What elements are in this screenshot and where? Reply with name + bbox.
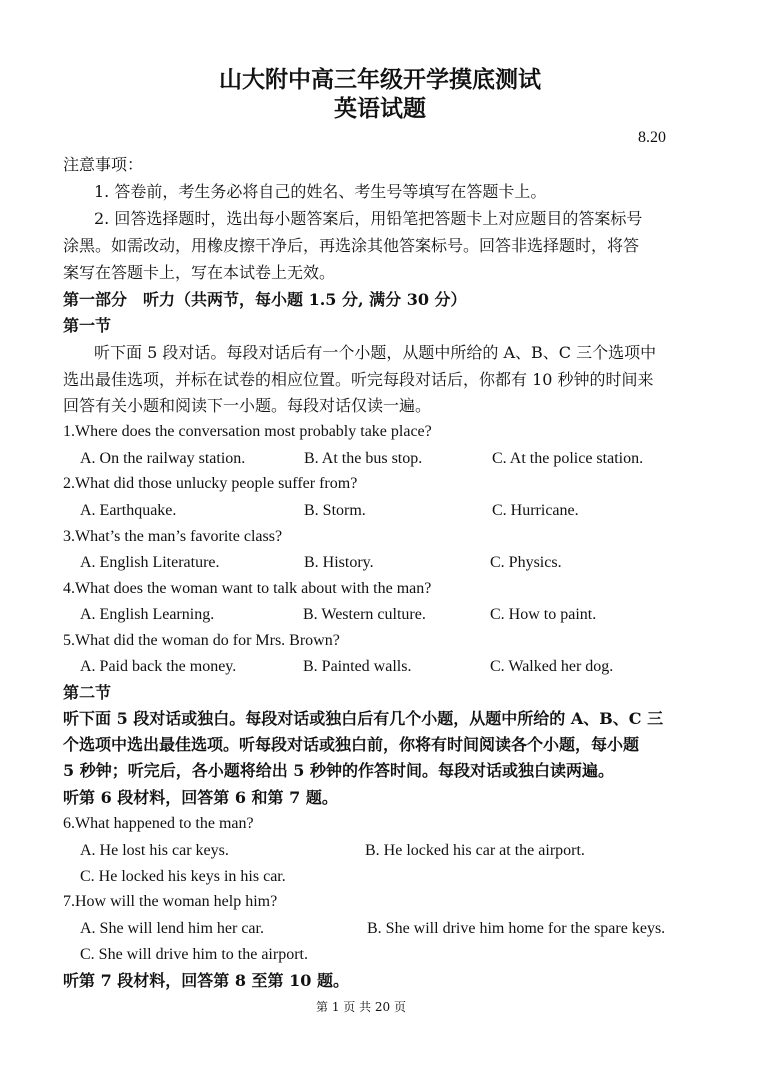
section2-instruction-2: 个选项中选出最佳选项。听每段对话或独白前，你将有时间阅读各个小题，每小题 <box>63 735 640 754</box>
material-6-heading: 听第 6 段材料，回答第 6 和第 7 题。 <box>63 788 338 807</box>
question-7: 7.How will the woman help him? <box>63 893 278 910</box>
section1-instruction-2: 选出最佳选项，并标在试卷的相应位置。听完每段对话后，你都有 10 秒钟的时间来 <box>63 370 654 389</box>
section2-heading: 第二节 <box>63 683 112 702</box>
exam-subtitle: 英语试题 <box>334 95 426 122</box>
question-3-option-a: A. English Literature. <box>80 554 220 571</box>
question-2-option-a: A. Earthquake. <box>80 502 177 519</box>
material-7-heading: 听第 7 段材料，回答第 8 至第 10 题。 <box>63 971 349 990</box>
note-item-1: 1. 答卷前，考生务必将自己的姓名、考生号等填写在答题卡上。 <box>94 182 547 201</box>
question-1-option-a: A. On the railway station. <box>80 450 246 467</box>
question-7-option-b: B. She will drive him home for the spare keys. <box>367 920 666 937</box>
section1-heading: 第一节 <box>63 316 112 335</box>
question-4-option-b: B. Western culture. <box>303 606 426 623</box>
exam-title: 山大附中高三年级开学摸底测试 <box>219 66 541 93</box>
page-number: 第 1 页 共 20 页 <box>316 1000 406 1014</box>
section2-instruction-1: 听下面 5 段对话或独白。每段对话或独白后有几个小题，从题中所给的 A、B、C 三 <box>63 709 664 728</box>
question-1-option-b: B. At the bus stop. <box>304 450 423 467</box>
question-6: 6.What happened to the man? <box>63 815 254 832</box>
question-4-option-c: C. How to paint. <box>490 606 597 623</box>
question-6-option-b: B. He locked his car at the airport. <box>365 842 585 859</box>
question-1-option-c: C. At the police station. <box>492 450 644 467</box>
question-2: 2.What did those unlucky people suffer from? <box>63 475 358 492</box>
question-6-option-a: A. He lost his car keys. <box>80 842 229 859</box>
section2-instruction-3: 5 秒钟；听完后，各小题将给出 5 秒钟的作答时间。每段对话或独白读两遍。 <box>63 761 614 780</box>
question-5-option-a: A. Paid back the money. <box>80 658 237 675</box>
question-6-option-c: C. He locked his keys in his car. <box>80 868 286 885</box>
question-3-option-b: B. History. <box>304 554 374 571</box>
section1-instruction-1: 听下面 5 段对话。每段对话后有一个小题，从题中所给的 A、B、C 三个选项中 <box>94 343 657 362</box>
question-5-option-b: B. Painted walls. <box>303 658 412 675</box>
question-2-option-b: B. Storm. <box>304 502 366 519</box>
question-3: 3.What’s the man’s favorite class? <box>63 528 283 545</box>
question-7-option-a: A. She will lend him her car. <box>80 920 264 937</box>
question-4: 4.What does the woman want to talk about with the man? <box>63 580 432 597</box>
section1-instruction-3: 回答有关小题和阅读下一小题。每段对话仅读一遍。 <box>63 396 432 415</box>
exam-date: 8.20 <box>638 129 666 146</box>
note-item-2-line-3: 案写在答题卡上，写在本试卷上无效。 <box>63 263 336 282</box>
question-7-option-c: C. She will drive him to the airport. <box>80 946 308 963</box>
note-item-2-line-2: 涂黑。如需改动，用橡皮擦干净后，再选涂其他答案标号。回答非选择题时，将答 <box>63 236 640 255</box>
note-item-2-line-1: 2. 回答选择题时，选出每小题答案后，用铅笔把答题卡上对应题目的答案标号 <box>94 209 643 228</box>
question-4-option-a: A. English Learning. <box>80 606 215 623</box>
question-5: 5.What did the woman do for Mrs. Brown? <box>63 632 340 649</box>
question-2-option-c: C. Hurricane. <box>492 502 579 519</box>
question-1: 1.Where does the conversation most probably take place? <box>63 423 432 440</box>
notes-heading: 注意事项： <box>63 155 144 174</box>
part1-heading: 第一部分 听力（共两节，每小题 1.5 分, 满分 30 分） <box>63 290 467 309</box>
question-3-option-c: C. Physics. <box>490 554 562 571</box>
question-5-option-c: C. Walked her dog. <box>490 658 614 675</box>
